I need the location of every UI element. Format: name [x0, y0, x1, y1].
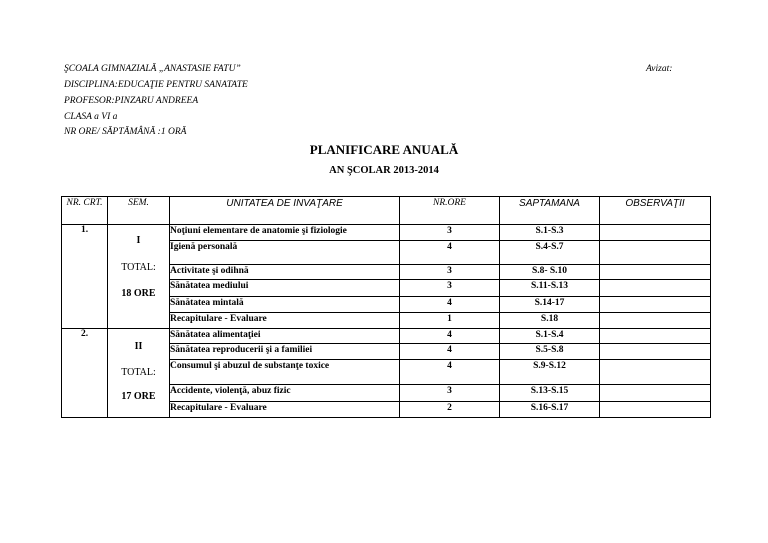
topic-cell: Sănătatea mediului: [170, 280, 400, 297]
class-label: CLASA a VI a: [64, 112, 118, 122]
topic-cell: Sănătatea reproducerii şi a familiei: [170, 344, 400, 360]
week-cell: S.5-S.8: [500, 344, 600, 360]
week-cell: S.13-S.15: [500, 385, 600, 401]
observation-cell: [600, 401, 711, 417]
hours-cell: 3: [400, 225, 500, 241]
week-cell: S.1-S.4: [500, 329, 600, 344]
semester-total-hours: 17 ORE: [121, 391, 156, 402]
week-cell: S.14-17: [500, 296, 600, 313]
header-nr: NR. CRT.: [62, 197, 108, 225]
hours-cell: 3: [400, 280, 500, 297]
semester-cell: [108, 225, 170, 329]
week-cell: S.9-S.12: [500, 360, 600, 385]
topic-cell: Sănătatea alimentaţiei: [170, 329, 400, 344]
topic-cell: Noţiuni elementare de anatomie şi fiziologie: [170, 225, 400, 241]
observation-cell: [600, 360, 711, 385]
observation-cell: [600, 280, 711, 297]
semester-cell: [108, 329, 170, 418]
approval-label: Avizat:: [646, 64, 673, 74]
week-cell: S.8- S.10: [500, 264, 600, 280]
hours-cell: 4: [400, 240, 500, 264]
observation-cell: [600, 296, 711, 313]
table-row: [62, 329, 711, 344]
row-number: 1.: [62, 225, 108, 329]
topic-cell: Consumul şi abuzul de substanţe toxice: [170, 360, 400, 385]
teacher: PROFESOR:PINZARU ANDREEA: [64, 96, 199, 106]
week-cell: S.16-S.17: [500, 401, 600, 417]
week-cell: S.18: [500, 313, 600, 329]
discipline: DISCIPLINA:EDUCAŢIE PENTRU SANATATE: [64, 80, 248, 90]
table-row: [62, 225, 711, 241]
semester-total-label: TOTAL:: [121, 367, 156, 378]
topic-cell: Recapitulare - Evaluare: [170, 313, 400, 329]
header-week: SAPTAMANA: [500, 197, 600, 225]
table-header-row: [62, 197, 711, 225]
school-year: AN ŞCOLAR 2013-2014: [329, 165, 439, 176]
observation-cell: [600, 329, 711, 344]
observation-cell: [600, 344, 711, 360]
topic-cell: Recapitulare - Evaluare: [170, 401, 400, 417]
hours-per-week: NR ORE/ SĂPTĂMÂNĂ :1 ORĂ: [64, 127, 187, 137]
header-sem: SEM.: [108, 197, 170, 225]
topic-cell: Igienă personală: [170, 240, 400, 264]
observation-cell: [600, 313, 711, 329]
hours-cell: 1: [400, 313, 500, 329]
topic-cell: Activitate şi odihnă: [170, 264, 400, 280]
hours-cell: 3: [400, 385, 500, 401]
observation-cell: [600, 225, 711, 241]
week-cell: S.11-S.13: [500, 280, 600, 297]
header-unit: UNITATEA DE INVAŢARE: [170, 197, 400, 225]
topic-cell: Accidente, violenţă, abuz fizic: [170, 385, 400, 401]
school-name: ŞCOALA GIMNAZIALĂ „ANASTASIE FATU”: [64, 64, 241, 74]
row-number: 2.: [62, 329, 108, 418]
week-cell: S.4-S.7: [500, 240, 600, 264]
hours-cell: 4: [400, 329, 500, 344]
week-cell: S.1-S.3: [500, 225, 600, 241]
topic-cell: Sănătatea mintală: [170, 296, 400, 313]
observation-cell: [600, 385, 711, 401]
hours-cell: 4: [400, 360, 500, 385]
observation-cell: [600, 240, 711, 264]
hours-cell: 4: [400, 296, 500, 313]
hours-cell: 4: [400, 344, 500, 360]
semester-total-label: TOTAL:: [121, 262, 156, 273]
semester-roman: II: [134, 341, 143, 352]
hours-cell: 3: [400, 264, 500, 280]
semester-total-hours: 18 ORE: [121, 288, 156, 299]
header-hours: NR.ORE: [400, 197, 500, 225]
semester-roman: I: [136, 235, 141, 246]
hours-cell: 2: [400, 401, 500, 417]
page-title: PLANIFICARE ANUALĂ: [309, 142, 459, 157]
header-observations: OBSERVAŢII: [600, 197, 711, 225]
planning-table: [61, 196, 711, 418]
observation-cell: [600, 264, 711, 280]
